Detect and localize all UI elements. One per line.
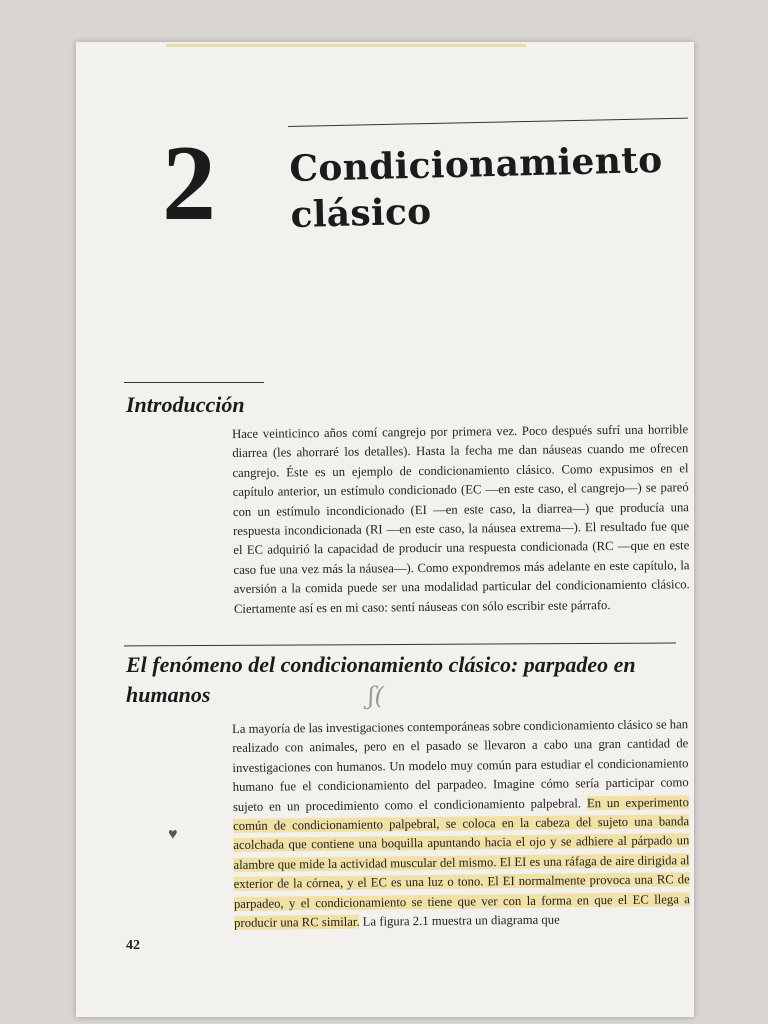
page-number: 42 bbox=[126, 938, 140, 953]
highlight-mark bbox=[166, 44, 526, 47]
paragraph-parpadeo bbox=[232, 715, 690, 933]
chapter-title-line2: clásico bbox=[290, 190, 432, 236]
highlighted-text: En un experimento común de condicionamiento palpebral, se coloca en la cabeza del sujeto una banda acolchada que contiene una boquilla apuntando hacia el ojo y se adhiere al párpado un alambre que mide la actividad muscular del mismo. El EI es una ráfaga de aire dirigida al exterior de la córnea, y el EC es una luz o tono. El EI normalmente provoca una RC de parpadeo, y el condicionamiento se tiene que ver con la forma en que el EC llega a producir una RC similar. bbox=[233, 794, 690, 931]
book-page bbox=[76, 42, 694, 1017]
pencil-scribble: ʃ( bbox=[368, 682, 384, 710]
chapter-number: 2 bbox=[162, 124, 216, 243]
section-heading-introduccion: Introducción bbox=[126, 392, 245, 417]
paragraph-text: La mayoría de las investigaciones contemporáneas sobre condicionamiento clásico se han realizado con animales, pero en el pasado se llevaron a cabo una gran cantidad de investigaciones con humanos. Un modelo muy común para estudiar el condicionamiento humano fue el condicionamiento del parpadeo. Imagine cómo sería participar como sujeto en un procedimiento como el condicionamiento palpebral. bbox=[232, 717, 689, 814]
section-rule bbox=[124, 643, 676, 647]
title-rule bbox=[288, 118, 688, 127]
section-heading-fenomeno: El fenómeno del condicionamiento clásico: parpadeo en humanos bbox=[126, 652, 636, 707]
paragraph-introduccion: Hace veinticinco años comí cangrejo por primera vez. Poco después sufrí una horrible diarrea (les ahorraré los detalles). Hasta la fecha me dan náuseas cuando me ofrecen cangrejo. Éste es un ejemplo de condicionamiento clásico. Como expusimos en el capítulo anterior, un estímulo condicionado (EC —en este caso, el cangrejo—) se pareó con un estímulo incondicionado (EI —en este caso, la diarrea—) que producía una respuesta incondicionada (RI —en este caso, la náusea extrema—). El resultado fue que el EC adquirió la capacidad de producir una respuesta condicionada (RC —que en este caso fue una vez más la náusea—). Como expondremos más adelante en este capítulo, la aversión a la comida puede ser una modalidad particular del condicionamiento clásico. Ciertamente así es en mi caso: sentí náuseas con sólo escribir este párrafo. bbox=[232, 422, 690, 616]
chapter-title-line1: Condicionamiento bbox=[288, 138, 663, 191]
paragraph-text-tail: La figura 2.1 muestra un diagrama que bbox=[359, 912, 560, 929]
section-rule bbox=[124, 382, 264, 383]
heart-doodle-icon: ♥ bbox=[168, 826, 178, 843]
chapter-title bbox=[289, 137, 664, 238]
